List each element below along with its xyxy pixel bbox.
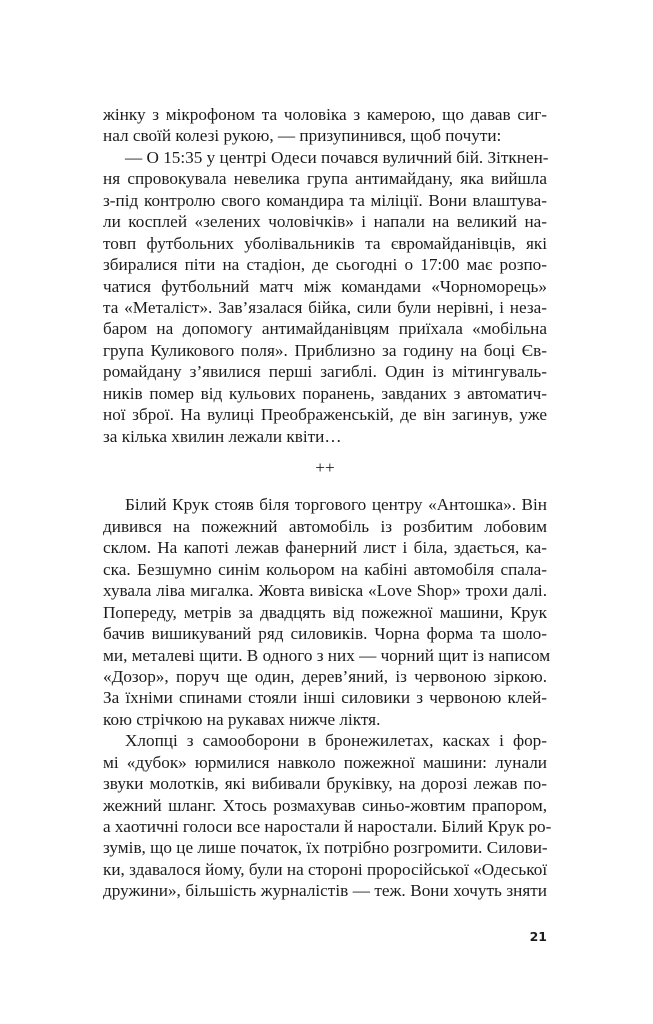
text-line: ки, здавалося йому, були на стороні проросійської «Одеської (103, 859, 548, 879)
paragraph-white-raven (103, 494, 551, 730)
text-line: нал своїй колезі рукою, — призупинився, щоб почути: (103, 126, 502, 146)
text-line: ної зброї. На вулиці Преображенській, де він загинув, уже (103, 405, 547, 425)
page-body (103, 104, 552, 902)
text-line: бачив вишикуваний ряд силовиків. Чорна форма та шоло- (103, 624, 547, 644)
text-line: ників помер від кульових поранень, завданих з автоматич- (103, 383, 547, 403)
text-line: ли косплей «зелених чоловічків» і напали на великий на- (103, 212, 547, 232)
text-line: мі «дубок» юрмилися навколо пожежної машини: лунали (103, 752, 547, 772)
section-separator: ++ (315, 458, 335, 477)
text-line: за кілька хвилин лежали квіти… (103, 426, 342, 446)
text-line: товп футбольних уболівальників та євромайданівців, які (103, 233, 547, 253)
text-line: а хаотичні голоси все наростали й наростали. Білий Крук ро- (103, 817, 552, 836)
paragraph-self-defense (103, 730, 552, 902)
text-line: Хлопці з самооборони в бронежилетах, касках і фор- (125, 731, 547, 751)
text-line: ромайдану з’явилися перші загиблі. Один із мітингуваль- (103, 362, 547, 382)
text-line: За їхніми спинами стояли інші силовики з червоною клей- (103, 688, 547, 708)
text-line: та «Металіст». Зав’язалася бійка, сили були нерівні, і неза- (103, 297, 547, 317)
text-line: склом. На капоті лежав фанерний лист і біла, здається, ка- (103, 538, 547, 558)
text-line: хувала ліва мигалка. Жовта вивіска «Love Shop» трохи далі. (103, 581, 547, 601)
text-line: жінку з мікрофоном та чоловіка з камерою, що давав сиг- (103, 105, 547, 124)
text-line: — О 15:35 у центрі Одеси почався вуличний бій. Зіткнен- (125, 147, 549, 167)
text-line: ми, металеві щити. В одного з них — чорний щит із написом (103, 645, 551, 665)
text-line: з-під контролю свого командира та міліції. Вони влаштува- (103, 190, 547, 210)
text-line: Білий Крук стояв біля торгового центру «Антошка». Він (125, 495, 547, 515)
text-line: звуки молотків, які вибивали бруківку, на дорозі лежав по- (103, 774, 547, 794)
text-line: кою стрічкою на рукавах нижче ліктя. (103, 709, 381, 729)
text-line: збиралися піти на стадіон, де сьогодні о 17:00 має розпо- (103, 255, 547, 275)
text-line: баром на допомогу антимайданівцям приїхала «мобільна (103, 319, 547, 339)
page-number: 21 (529, 929, 547, 944)
text-line: дружини», більшість журналістів — теж. Вони хочуть зняти (103, 881, 547, 901)
text-line: група Куликового поля». Приблизно за годину на боці Єв- (103, 340, 547, 360)
text-line: дивився на пожежний автомобіль із розбитим лобовим (103, 516, 547, 536)
text-line: жежний шланг. Хтось розмахував синьо-жовтим прапором, (103, 795, 547, 815)
text-line: ска. Безшумно синім кольором на кабіні автомобіля спала- (103, 559, 547, 579)
text-line: Попереду, метрів за двадцять від пожежної машини, Крук (103, 602, 547, 622)
text-line: «Дозор», поруч ще один, дерев’яний, із червоною зіркою. (103, 666, 547, 686)
text-line: ня спровокувала невелика група антимайдану, яка вийшла (103, 169, 547, 189)
text-line: чатися футбольний матч між командами «Чорноморець» (103, 276, 547, 296)
text-line: зумів, що це лише початок, їх потрібно розгромити. Силови- (103, 838, 548, 858)
paragraph-report (103, 104, 547, 447)
